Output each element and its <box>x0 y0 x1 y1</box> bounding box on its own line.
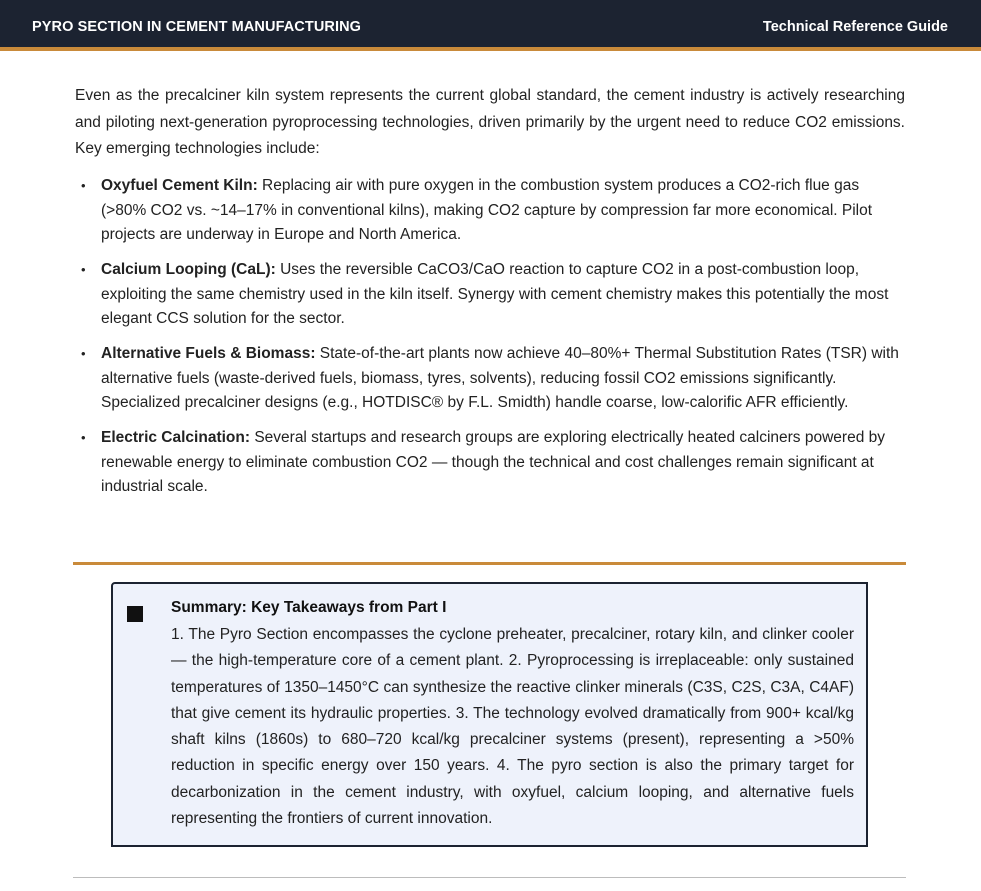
list-item-term: Calcium Looping (CaL): <box>101 261 276 278</box>
square-marker-icon <box>127 606 143 622</box>
technology-list <box>75 174 905 510</box>
list-item-text: Several startups and research groups are exploring electrically heated calciners powered by renewable energy to eliminate combustion CO2 — though the technical and cost challenges remain significant at industrial scale. <box>101 429 885 495</box>
bullet-icon: • <box>81 346 86 361</box>
list-item-text: Replacing air with pure oxygen in the combustion system produces a CO2-rich flue gas (>80% CO2 vs. ~14–17% in conventional kilns), making CO2 capture by compression far more economical. Pilot projects are underway in Europe and North America. <box>101 177 873 243</box>
section-divider <box>73 562 906 565</box>
summary-title: Summary: Key Takeaways from Part I <box>171 599 447 616</box>
list-item <box>75 342 905 416</box>
intro-paragraph: Even as the precalciner kiln system represents the current global standard, the cement industry is actively researching and piloting next-generation pyroprocessing technologies, driven primarily by the urgent need to reduce CO2 emissions. Key emerging technologies include: <box>75 87 905 157</box>
list-item-term: Electric Calcination: <box>101 429 251 446</box>
bullet-icon: • <box>81 430 86 445</box>
summary-text: 1. The Pyro Section encompasses the cyclone preheater, precalciner, rotary kiln, and clinker cooler — the high-temperature core of a cement plant. 2. Pyroprocessing is irreplaceable: only sustained temperatures of 1350–1450°C can synthesize the reactive clinker minerals (C3S, C2S, C3A, C4AF) that give cement its hydraulic properties. 3. The technology evolved dramatically from 900+ kcal/kg shaft kilns (1860s) to 680–720 kcal/kg precalciner systems (present), representing a >50% reduction in specific energy over 150 years. 4. The pyro section is also the primary target for decarbonization in the cement industry, with oxyfuel, calcium looping, and alternative fuels representing the frontiers of current innovation. <box>171 626 854 828</box>
list-item-term: Alternative Fuels & Biomass: <box>101 345 316 362</box>
bullet-icon: • <box>81 262 86 277</box>
bullet-icon: • <box>81 178 86 193</box>
list-item-text: Uses the reversible CaCO3/CaO reaction to capture CO2 in a post-combustion loop, exploiting the same chemistry used in the kiln itself. Synergy with cement chemistry makes this potentially the most elegant CCS solution for the sector. <box>101 261 889 327</box>
summary-box <box>111 582 868 847</box>
list-item <box>75 174 905 248</box>
list-item <box>75 258 905 332</box>
list-item-term: Oxyfuel Cement Kiln: <box>101 177 258 194</box>
footer-divider <box>73 877 906 878</box>
page-header <box>0 0 981 51</box>
list-item <box>75 426 905 500</box>
guide-title: Technical Reference Guide <box>762 19 948 35</box>
list-item-text: State-of-the-art plants now achieve 40–80%+ Thermal Substitution Rates (TSR) with alternative fuels (waste-derived fuels, biomass, tyres, solvents), reducing fossil CO2 emissions significantly. Specialized precalciner designs (e.g., HOTDISC® by F.L. Smidth) handle coarse, low-calorific AFR efficiently. <box>101 345 899 411</box>
document-title: PYRO SECTION IN CEMENT MANUFACTURING <box>32 19 362 35</box>
